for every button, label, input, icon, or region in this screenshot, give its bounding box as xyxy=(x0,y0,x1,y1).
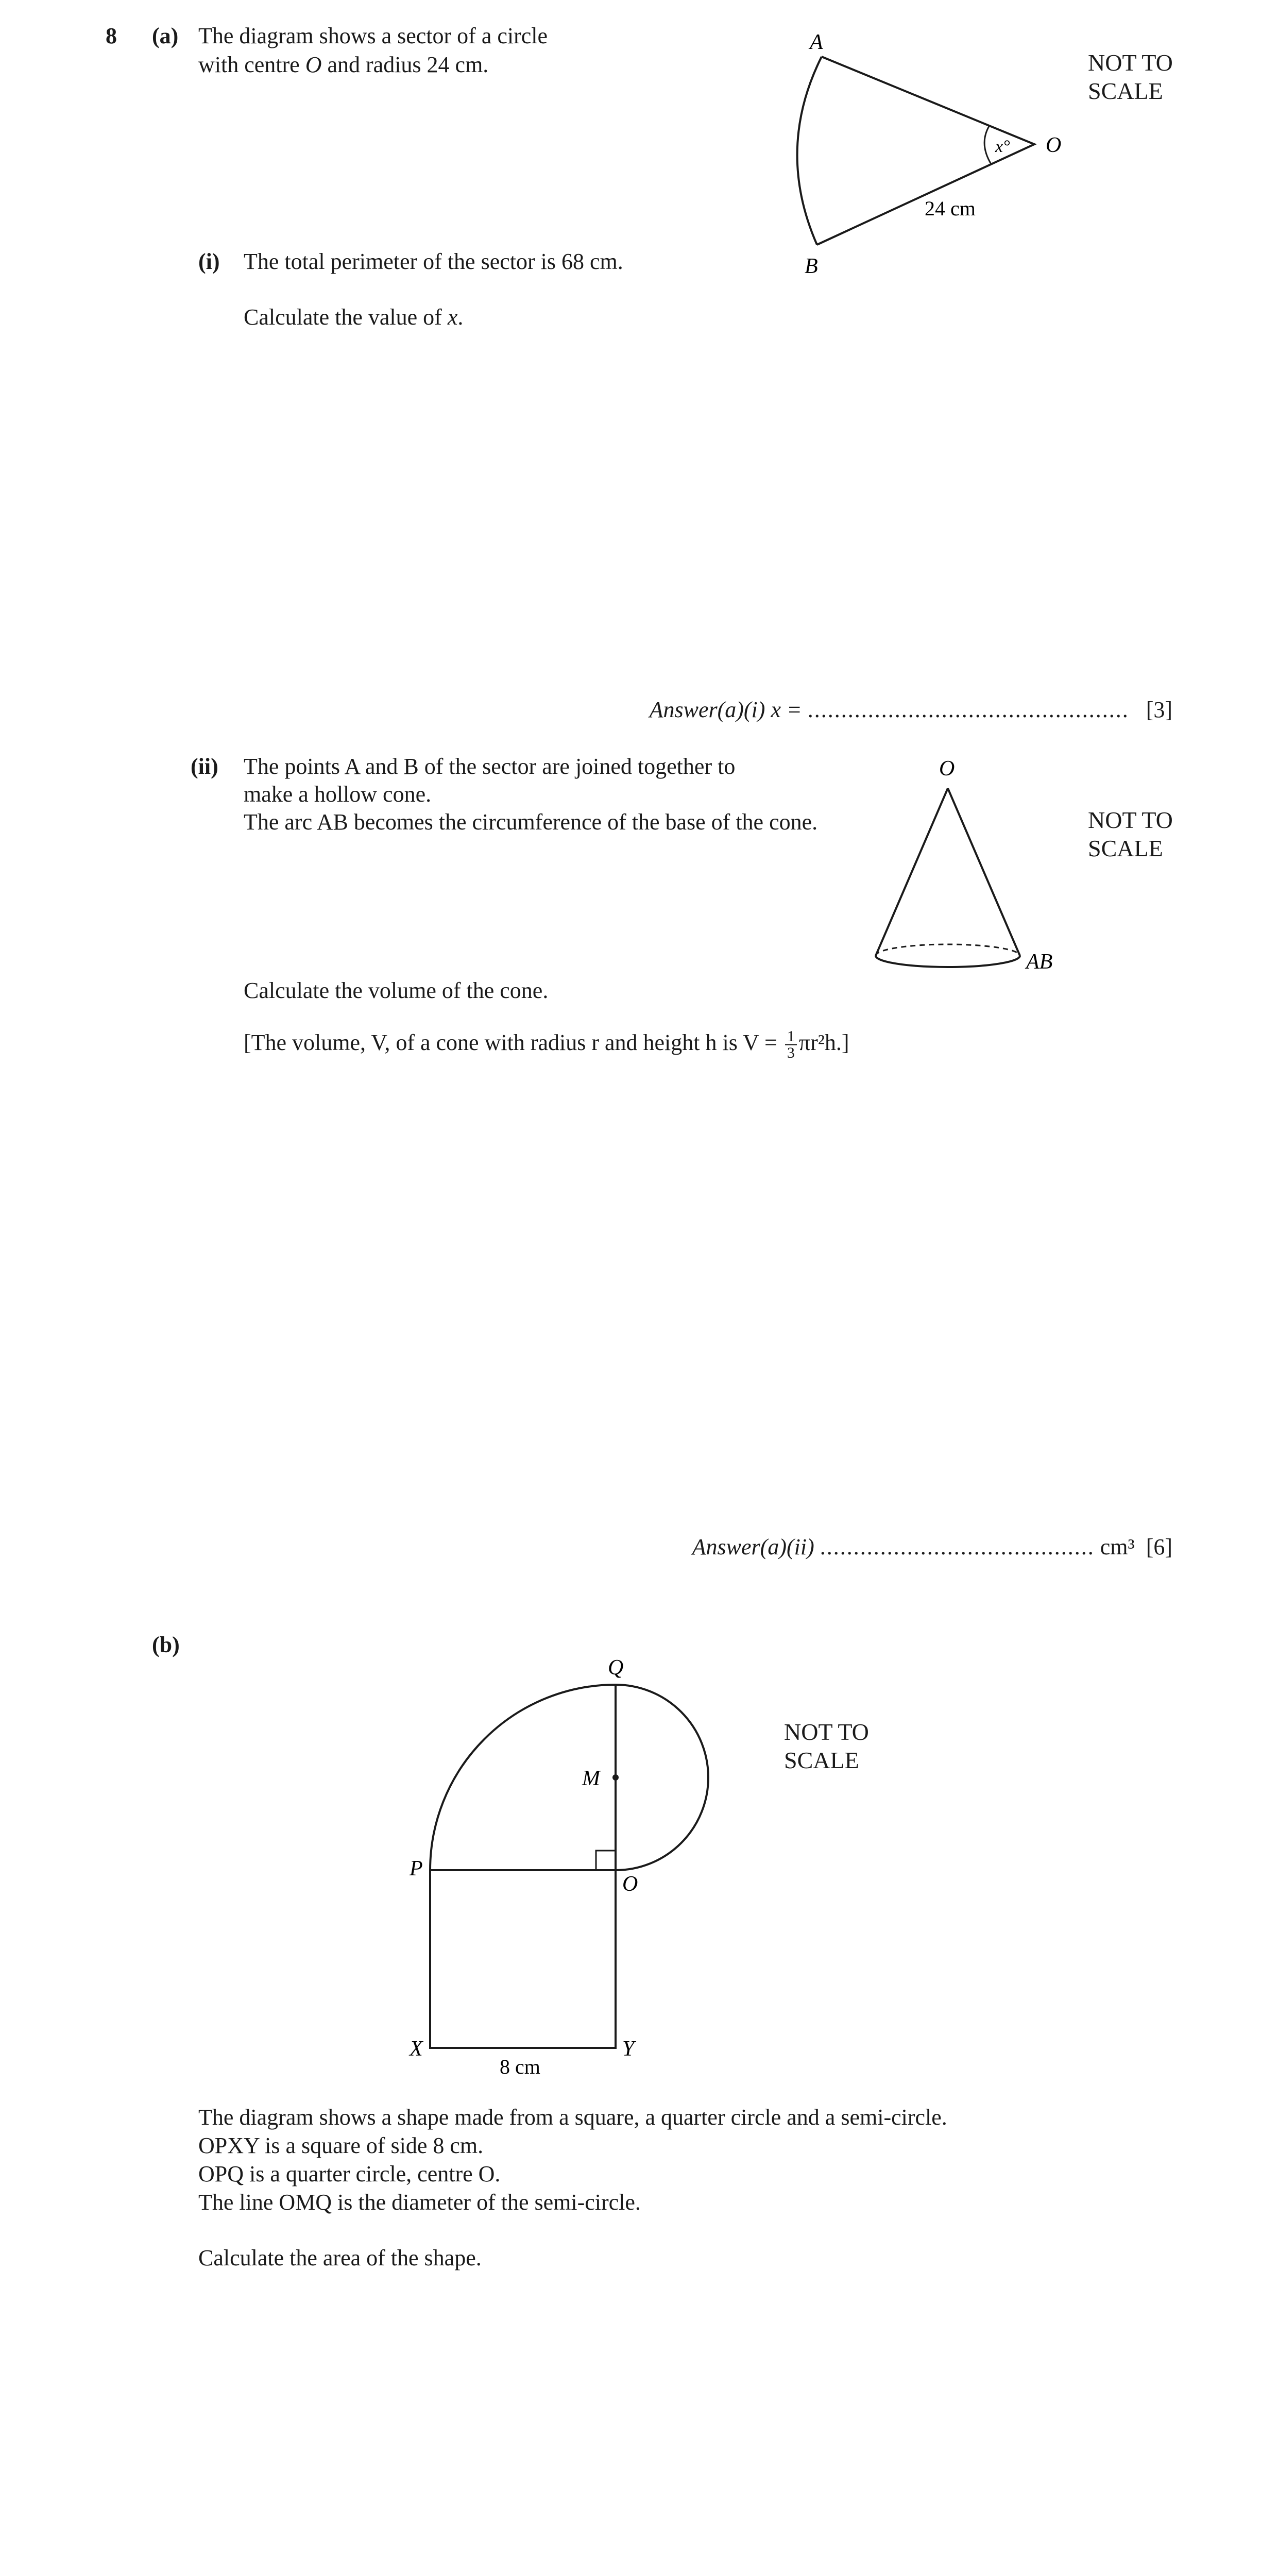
not-to-scale-b-1: NOT TO xyxy=(784,1719,869,1745)
answer-a-i-field[interactable]: ................................................ xyxy=(807,697,1129,722)
cone-slant-lines xyxy=(876,788,1020,956)
cone-base-back xyxy=(876,944,1020,956)
shape-label-q: Q xyxy=(608,1656,624,1680)
label-o: O xyxy=(1046,133,1062,157)
angle-x-label: x° xyxy=(995,137,1010,156)
part-a-intro-line2: with centre O and radius 24 cm. xyxy=(198,52,489,77)
cone-volume-formula: [The volume, V, of a cone with radius r and height h is V = $\frac{1}{3}$ πr²h.] xyxy=(244,1027,849,1061)
sector-angle-arc xyxy=(984,126,992,165)
answer-a-i-prefix: Answer(a)(i) x = xyxy=(649,697,808,722)
shape-diagram xyxy=(391,1649,783,2081)
part-a-label: (a) xyxy=(152,23,179,48)
not-to-scale-ii-1: NOT TO xyxy=(1088,807,1173,833)
label-b: B xyxy=(805,255,818,278)
shape-label-p: P xyxy=(410,1857,423,1880)
label-a: A xyxy=(810,30,823,54)
marks-a-i: [3] xyxy=(1146,697,1172,722)
sector-diagram xyxy=(773,21,1071,289)
part-i-label: (i) xyxy=(198,249,220,274)
marks-a-ii: [6] xyxy=(1146,1534,1172,1560)
part-i-line2: Calculate the value of x. xyxy=(244,304,464,330)
part-b-line4: The line OMQ is the diameter of the semi-circle. xyxy=(198,2190,641,2215)
semi-circle-arc xyxy=(616,1685,708,1870)
part-ii-line3: The arc AB becomes the circumference of the base of the cone. xyxy=(244,809,818,835)
question-number: 8 xyxy=(106,23,117,48)
cone-base-front xyxy=(876,956,1020,967)
part-ii-label: (ii) xyxy=(191,754,218,779)
answer-a-ii-unit: cm³ xyxy=(1100,1534,1135,1560)
right-angle-marker xyxy=(596,1851,616,1870)
part-b-line1: The diagram shows a shape made from a square, a quarter circle and a semi-circle. xyxy=(198,2105,947,2130)
shape-label-x: X xyxy=(410,2037,423,2061)
point-m xyxy=(612,1774,619,1781)
part-b-line2: OPXY is a square of side 8 cm. xyxy=(198,2133,484,2158)
cone-label-o: O xyxy=(939,757,955,781)
answer-a-ii-prefix: Answer(a)(ii) xyxy=(692,1534,820,1560)
answer-a-ii-line xyxy=(692,1533,1172,1562)
answer-a-ii-field[interactable]: ......................................... xyxy=(820,1534,1095,1560)
part-b-line5: Calculate the area of the shape. xyxy=(198,2245,482,2270)
answer-a-i-line xyxy=(650,696,1172,724)
shape-label-m: M xyxy=(582,1767,600,1790)
part-ii-line4: Calculate the volume of the cone. xyxy=(244,978,549,1003)
part-i-line1: The total perimeter of the sector is 68 cm. xyxy=(244,249,623,274)
sector-arc xyxy=(797,57,822,245)
not-to-scale-ii-2: SCALE xyxy=(1088,835,1163,861)
not-to-scale-a-2: SCALE xyxy=(1088,78,1163,104)
part-ii-line1: The points A and B of the sector are joined together to xyxy=(244,754,736,779)
part-b-label: (b) xyxy=(152,1632,180,1657)
shape-label-o: O xyxy=(622,1872,638,1896)
part-a-intro-line1: The diagram shows a sector of a circle xyxy=(198,23,548,48)
square-opxy xyxy=(430,1870,616,2048)
part-ii-line2: make a hollow cone. xyxy=(244,782,432,807)
side-length-label: 8 cm xyxy=(500,2055,540,2078)
part-b-line3: OPQ is a quarter circle, centre O. xyxy=(198,2161,501,2187)
not-to-scale-a-1: NOT TO xyxy=(1088,49,1173,76)
radius-label: 24 cm xyxy=(925,197,976,220)
not-to-scale-b-2: SCALE xyxy=(784,1747,859,1773)
shape-label-y: Y xyxy=(622,2037,635,2061)
cone-label-ab: AB xyxy=(1026,950,1053,974)
cone-diagram xyxy=(865,752,1071,989)
